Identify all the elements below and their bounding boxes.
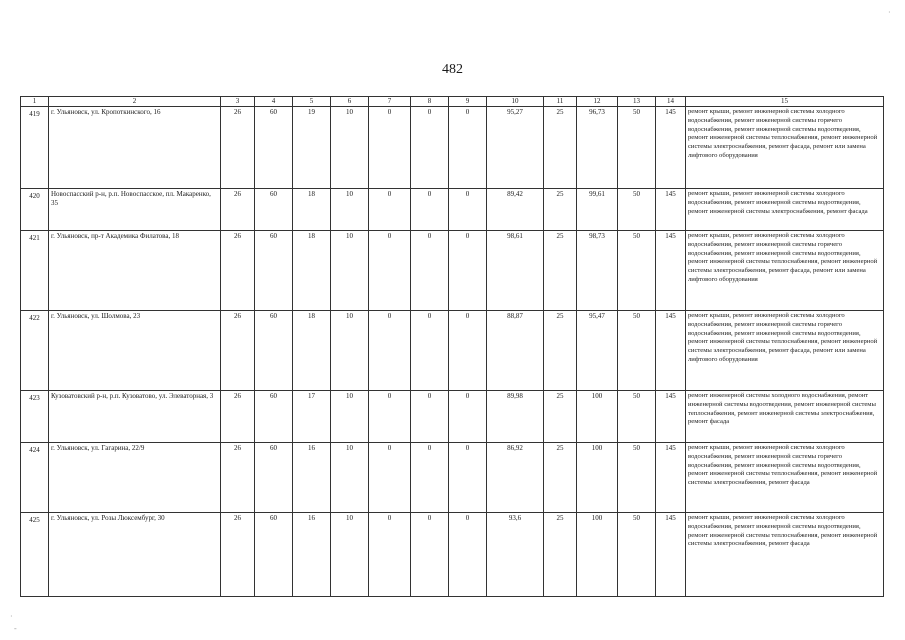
value-cell: 0 (411, 311, 449, 391)
row-number: 425 (21, 513, 49, 597)
value-cell: 95,47 (577, 311, 618, 391)
value-cell: 98,61 (487, 231, 544, 311)
address-cell: г. Ульяновск, ул. Гагарина, 22/9 (49, 443, 221, 513)
value-cell: 10 (331, 391, 369, 443)
value-cell: 96,73 (577, 107, 618, 189)
value-cell: 100 (577, 443, 618, 513)
value-cell: 0 (449, 513, 487, 597)
value-cell: 50 (618, 513, 656, 597)
value-cell: 50 (618, 443, 656, 513)
value-cell: 0 (369, 443, 411, 513)
value-cell: 98,73 (577, 231, 618, 311)
value-cell: 25 (544, 443, 577, 513)
value-cell: 10 (331, 189, 369, 231)
value-cell: 145 (656, 513, 686, 597)
value-cell: 0 (369, 513, 411, 597)
value-cell: 145 (656, 311, 686, 391)
works-cell: ремонт крыши, ремонт инженерной системы холодного водоснабжения, ремонт инженерной системы горячего водоснабжения, ремонт инженерной системы водоотведения, ремонт инженерной системы теплоснабжения, ремонт инженерной системы электроснабжения, ремонт фасада, ремонт или замена лифтового оборудования (686, 107, 884, 189)
value-cell: 26 (221, 189, 255, 231)
table-row (21, 107, 884, 189)
works-cell: ремонт крыши, ремонт инженерной системы холодного водоснабжения, ремонт инженерной системы горячего водоснабжения, ремонт инженерной системы водоотведения, ремонт инженерной системы теплоснабжения, ремонт инженерной системы электроснабжения, ремонт фасада, ремонт или замена лифтового оборудования (686, 231, 884, 311)
value-cell: 0 (411, 231, 449, 311)
row-number: 424 (21, 443, 49, 513)
address-cell: г. Ульяновск, пр-т Академика Филатова, 18 (49, 231, 221, 311)
address-cell: г. Ульяновск, ул. Розы Люксембург, 30 (49, 513, 221, 597)
works-cell: ремонт крыши, ремонт инженерной системы холодного водоснабжения, ремонт инженерной системы горячего водоснабжения, ремонт инженерной системы водоотведения, ремонт инженерной системы теплоснабжения, ремонт инженерной системы электроснабжения, ремонт фасада, ремонт или замена лифтового оборудования (686, 311, 884, 391)
value-cell: 0 (449, 107, 487, 189)
value-cell: 95,27 (487, 107, 544, 189)
value-cell: 10 (331, 231, 369, 311)
value-cell: 0 (449, 391, 487, 443)
value-cell: 25 (544, 107, 577, 189)
column-number: 9 (449, 97, 487, 107)
value-cell: 10 (331, 311, 369, 391)
scan-speck: · (10, 612, 13, 621)
address-cell: Кузоватовский р-н, р.п. Кузоватово, ул. Элеваторная, 3 (49, 391, 221, 443)
row-number: 421 (21, 231, 49, 311)
value-cell: 0 (449, 443, 487, 513)
value-cell: 26 (221, 231, 255, 311)
value-cell: 88,87 (487, 311, 544, 391)
value-cell: 19 (293, 107, 331, 189)
value-cell: 25 (544, 391, 577, 443)
row-number: 423 (21, 391, 49, 443)
value-cell: 0 (449, 311, 487, 391)
value-cell: 26 (221, 311, 255, 391)
value-cell: 93,6 (487, 513, 544, 597)
works-cell: ремонт крыши, ремонт инженерной системы холодного водоснабжения, ремонт инженерной системы горячего водоснабжения, ремонт инженерной системы водоотведения, ремонт инженерной системы теплоснабжения, ремонт инженерной системы электроснабжения, ремонт фасада (686, 443, 884, 513)
value-cell: 50 (618, 231, 656, 311)
table-row (21, 443, 884, 513)
value-cell: 0 (369, 391, 411, 443)
value-cell: 10 (331, 513, 369, 597)
value-cell: 26 (221, 443, 255, 513)
value-cell: 50 (618, 189, 656, 231)
row-number: 420 (21, 189, 49, 231)
value-cell: 0 (411, 189, 449, 231)
value-cell: 0 (369, 311, 411, 391)
value-cell: 0 (449, 231, 487, 311)
value-cell: 16 (293, 443, 331, 513)
row-number: 419 (21, 107, 49, 189)
value-cell: 26 (221, 107, 255, 189)
address-cell: Новоспасский р-н, р.п. Новоспасское, пл. Макаренко, 35 (49, 189, 221, 231)
column-number: 11 (544, 97, 577, 107)
column-number: 4 (255, 97, 293, 107)
works-cell: ремонт инженерной системы холодного водоснабжения, ремонт инженерной системы водоотведения, ремонт инженерной системы теплоснабжения, ремонт инженерной системы электроснабжения, ремонт фасада (686, 391, 884, 443)
scan-speck: - (14, 624, 17, 633)
works-cell: ремонт крыши, ремонт инженерной системы холодного водоснабжения, ремонт инженерной системы водоотведения, ремонт инженерной системы электроснабжения, ремонт фасада (686, 189, 884, 231)
works-cell: ремонт крыши, ремонт инженерной системы холодного водоснабжения, ремонт инженерной системы водоотведения, ремонт инженерной системы теплоснабжения, ремонт инженерной системы электроснабжения, ремонт фасада (686, 513, 884, 597)
value-cell: 50 (618, 107, 656, 189)
value-cell: 26 (221, 513, 255, 597)
value-cell: 0 (449, 189, 487, 231)
value-cell: 60 (255, 231, 293, 311)
repair-program-table (20, 96, 884, 597)
column-number: 7 (369, 97, 411, 107)
value-cell: 145 (656, 231, 686, 311)
value-cell: 0 (369, 231, 411, 311)
value-cell: 89,42 (487, 189, 544, 231)
value-cell: 25 (544, 231, 577, 311)
value-cell: 60 (255, 189, 293, 231)
value-cell: 60 (255, 391, 293, 443)
value-cell: 0 (369, 107, 411, 189)
value-cell: 0 (411, 107, 449, 189)
value-cell: 60 (255, 513, 293, 597)
value-cell: 0 (411, 391, 449, 443)
value-cell: 89,98 (487, 391, 544, 443)
value-cell: 0 (369, 189, 411, 231)
value-cell: 0 (411, 443, 449, 513)
value-cell: 18 (293, 189, 331, 231)
value-cell: 10 (331, 443, 369, 513)
row-number: 422 (21, 311, 49, 391)
value-cell: 0 (411, 513, 449, 597)
value-cell: 50 (618, 311, 656, 391)
value-cell: 26 (221, 391, 255, 443)
column-number: 1 (21, 97, 49, 107)
column-number: 5 (293, 97, 331, 107)
value-cell: 18 (293, 311, 331, 391)
value-cell: 17 (293, 391, 331, 443)
value-cell: 60 (255, 107, 293, 189)
column-number: 14 (656, 97, 686, 107)
value-cell: 145 (656, 443, 686, 513)
value-cell: 60 (255, 443, 293, 513)
value-cell: 145 (656, 189, 686, 231)
value-cell: 100 (577, 513, 618, 597)
table-row (21, 311, 884, 391)
value-cell: 25 (544, 311, 577, 391)
column-number: 2 (49, 97, 221, 107)
column-number: 6 (331, 97, 369, 107)
column-number-row (21, 97, 884, 107)
value-cell: 18 (293, 231, 331, 311)
value-cell: 145 (656, 107, 686, 189)
value-cell: 145 (656, 391, 686, 443)
value-cell: 10 (331, 107, 369, 189)
column-number: 12 (577, 97, 618, 107)
column-number: 3 (221, 97, 255, 107)
table-row (21, 231, 884, 311)
value-cell: 25 (544, 513, 577, 597)
address-cell: г. Ульяновск, ул. Шолмова, 23 (49, 311, 221, 391)
value-cell: 16 (293, 513, 331, 597)
table-row (21, 513, 884, 597)
page-number: 482 (442, 62, 463, 77)
address-cell: г. Ульяновск, ул. Кропоткинского, 16 (49, 107, 221, 189)
value-cell: 50 (618, 391, 656, 443)
table-row (21, 189, 884, 231)
column-number: 8 (411, 97, 449, 107)
value-cell: 99,61 (577, 189, 618, 231)
scan-speck: · (888, 8, 891, 17)
column-number: 13 (618, 97, 656, 107)
column-number: 10 (487, 97, 544, 107)
table-row (21, 391, 884, 443)
value-cell: 25 (544, 189, 577, 231)
value-cell: 60 (255, 311, 293, 391)
value-cell: 100 (577, 391, 618, 443)
value-cell: 86,92 (487, 443, 544, 513)
column-number: 15 (686, 97, 884, 107)
